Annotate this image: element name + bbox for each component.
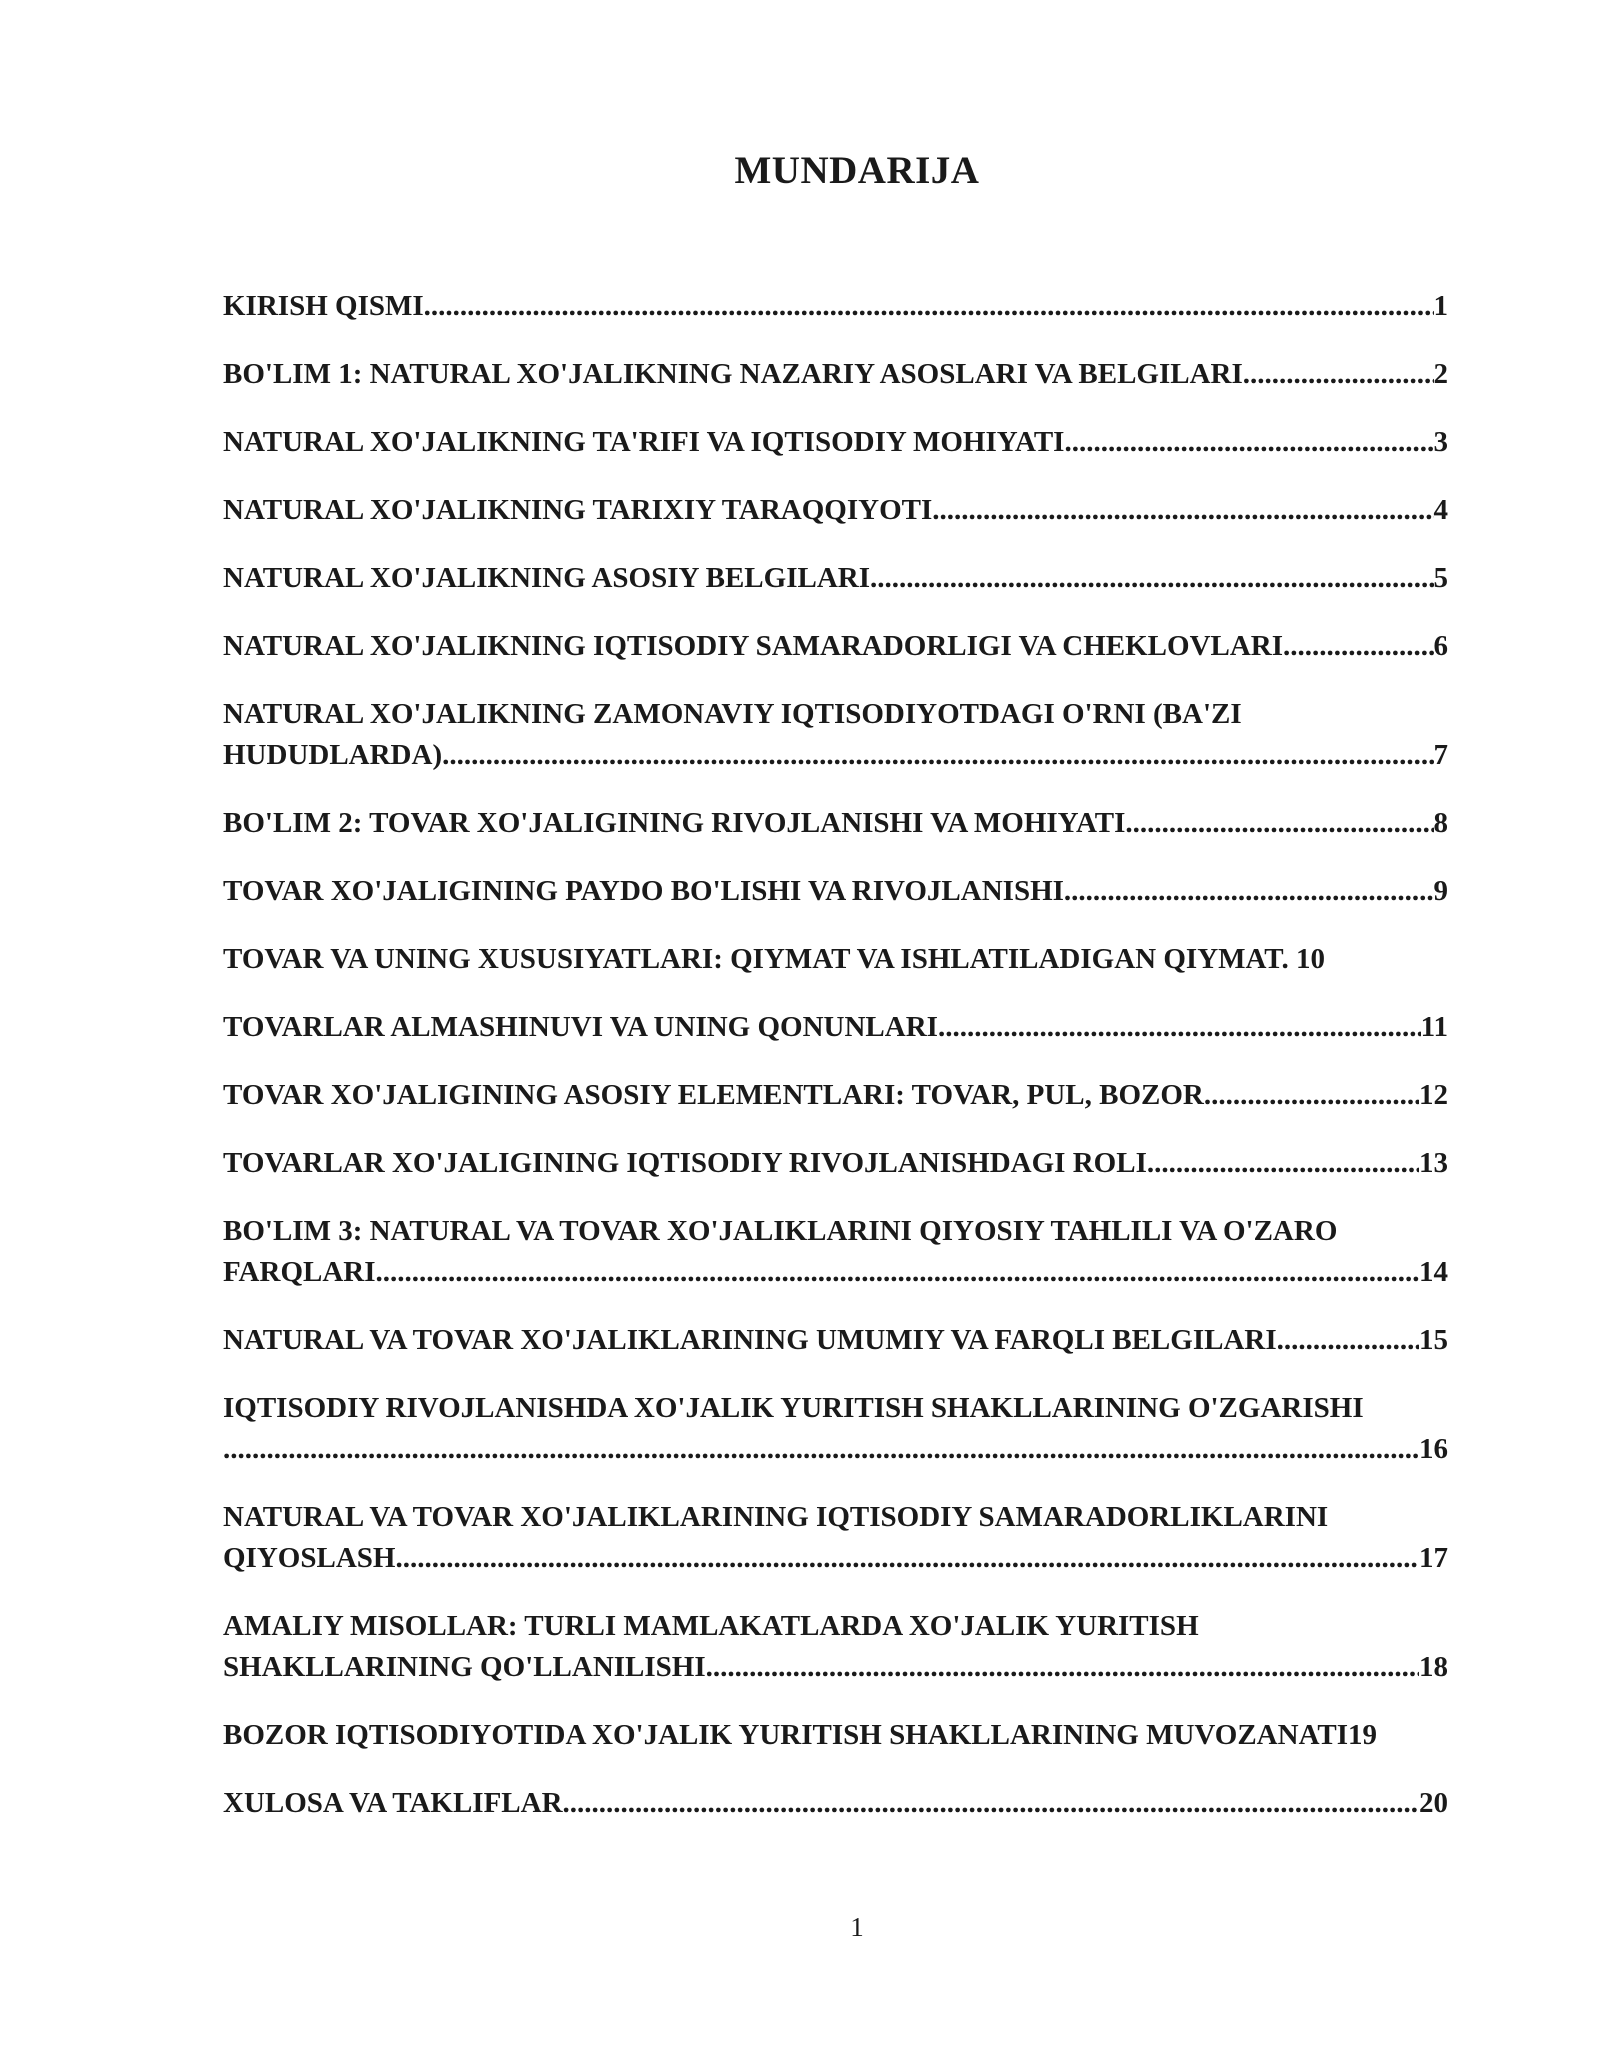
toc-entry-title-line1: NATURAL XO'JALIKNING ZAMONAVIY IQTISODIYOTDAGI O'RNI (BA'ZI <box>223 698 1242 730</box>
toc-entry-title: KIRISH QISMI <box>223 290 424 322</box>
toc-entry-page: 17 <box>1419 1542 1448 1574</box>
toc-entry[interactable] <box>223 1007 1448 1048</box>
dot-leader <box>1243 354 1434 395</box>
dot-leader <box>1125 803 1433 844</box>
toc-entry[interactable] <box>223 354 1448 395</box>
toc-entry[interactable] <box>223 694 1448 776</box>
toc-entry[interactable] <box>223 1211 1448 1293</box>
toc-entry[interactable] <box>223 626 1448 667</box>
toc-entry-page: 20 <box>1419 1787 1448 1819</box>
dot-leader <box>1283 626 1433 667</box>
toc-entry-title-line1: NATURAL VA TOVAR XO'JALIKLARINING IQTISODIY SAMARADORLIKLARINI <box>223 1501 1329 1533</box>
toc-entry-page: 13 <box>1419 1147 1448 1179</box>
dot-leader <box>706 1647 1419 1688</box>
toc-entry-page: 6 <box>1433 630 1448 662</box>
toc-entry[interactable] <box>223 422 1448 463</box>
toc-entry[interactable] <box>223 490 1448 531</box>
dot-leader <box>442 735 1433 776</box>
toc-entry[interactable] <box>223 1143 1448 1184</box>
toc-entry[interactable] <box>223 1075 1448 1116</box>
table-of-contents <box>223 286 1448 1851</box>
toc-entry-title-line2: SHAKLLARINING QO'LLANILISHI <box>223 1651 706 1683</box>
toc-entry-page: 10 <box>1296 943 1325 975</box>
toc-entry-title-line1: BO'LIM 3: NATURAL VA TOVAR XO'JALIKLARINI QIYOSIY TAHLILI VA O'ZARO <box>223 1215 1338 1247</box>
toc-entry-title: TOVAR XO'JALIGINING ASOSIY ELEMENTLARI: TOVAR, PUL, BOZOR <box>223 1079 1204 1111</box>
page-title: MUNDARIJA <box>734 149 980 192</box>
toc-entry[interactable] <box>223 1606 1448 1688</box>
toc-entry-page: 16 <box>1419 1433 1448 1465</box>
toc-entry-title: TOVAR VA UNING XUSUSIYATLARI: QIYMAT VA ISHLATILADIGAN QIYMAT. <box>223 943 1289 975</box>
dot-leader <box>563 1783 1419 1824</box>
toc-entry-title: BO'LIM 1: NATURAL XO'JALIKNING NAZARIY ASOSLARI VA BELGILARI <box>223 358 1243 390</box>
toc-entry-title: BO'LIM 2: TOVAR XO'JALIGINING RIVOJLANISHI VA MOHIYATI <box>223 807 1126 839</box>
dot-leader <box>1204 1075 1419 1116</box>
toc-entry-page: 11 <box>1420 1011 1448 1043</box>
toc-entry[interactable] <box>223 1715 1448 1756</box>
toc-entry[interactable] <box>223 1320 1448 1361</box>
toc-entry[interactable] <box>223 871 1448 912</box>
toc-entry-page: 18 <box>1419 1651 1448 1683</box>
toc-entry-page: 19 <box>1347 1719 1377 1751</box>
toc-entry-page: 7 <box>1433 739 1448 771</box>
toc-entry-title: NATURAL XO'JALIKNING TA'RIFI VA IQTISODIY MOHIYATI <box>223 426 1065 458</box>
toc-entry-title: NATURAL XO'JALIKNING ASOSIY BELGILARI <box>223 562 871 594</box>
toc-entry-title: TOVARLAR ALMASHINUVI VA UNING QONUNLARI <box>223 1011 938 1043</box>
dot-leader <box>424 286 1434 327</box>
toc-entry-title: TOVAR XO'JALIGINING PAYDO BO'LISHI VA RIVOJLANISHI <box>223 875 1064 907</box>
dot-leader <box>376 1252 1419 1293</box>
toc-entry[interactable] <box>223 939 1448 980</box>
toc-entry-page: 5 <box>1433 562 1448 594</box>
page-number: 1 <box>850 1912 864 1942</box>
toc-entry-title: NATURAL VA TOVAR XO'JALIKLARINING UMUMIY VA FARQLI BELGILARI <box>223 1324 1277 1356</box>
toc-entry-title: NATURAL XO'JALIKNING IQTISODIY SAMARADORLIGI VA CHEKLOVLARI <box>223 630 1284 662</box>
toc-entry-page: 12 <box>1419 1079 1448 1111</box>
toc-entry-title: XULOSA VA TAKLIFLAR <box>223 1787 563 1819</box>
toc-entry-page: 4 <box>1433 494 1448 526</box>
toc-entry-title: BOZOR IQTISODIYOTIDA XO'JALIK YURITISH SHAKLLARINING MUVOZANATI <box>223 1719 1348 1751</box>
toc-entry-page: 1 <box>1433 290 1448 322</box>
dot-leader <box>223 1429 1419 1470</box>
toc-entry-title-line1: IQTISODIY RIVOJLANISHDA XO'JALIK YURITISH SHAKLLARINING O'ZGARISHI <box>223 1392 1364 1424</box>
dot-leader <box>1147 1143 1419 1184</box>
dot-leader <box>870 558 1433 599</box>
toc-entry[interactable] <box>223 1783 1448 1824</box>
toc-entry-page: 9 <box>1433 875 1448 907</box>
toc-entry[interactable] <box>223 558 1448 599</box>
toc-entry-title-line1: AMALIY MISOLLAR: TURLI MAMLAKATLARDA XO'JALIK YURITISH <box>223 1610 1199 1642</box>
dot-leader <box>932 490 1433 531</box>
toc-entry-page: 8 <box>1433 807 1448 839</box>
toc-entry-page: 2 <box>1433 358 1448 390</box>
dot-leader <box>1064 422 1433 463</box>
toc-entry-title-line2: HUDUDLARDA) <box>223 739 443 771</box>
toc-entry-title: TOVARLAR XO'JALIGINING IQTISODIY RIVOJLANISHDAGI ROLI <box>223 1147 1147 1179</box>
dot-leader <box>1277 1320 1419 1361</box>
toc-entry-page: 14 <box>1419 1256 1448 1288</box>
toc-entry-page: 15 <box>1419 1324 1448 1356</box>
toc-entry[interactable] <box>223 1497 1448 1579</box>
toc-entry[interactable] <box>223 803 1448 844</box>
toc-entry-page: 3 <box>1433 426 1448 458</box>
toc-entry-title: NATURAL XO'JALIKNING TARIXIY TARAQQIYOTI <box>223 494 933 526</box>
toc-entry-title-line2: FARQLARI <box>223 1256 376 1288</box>
toc-entry-title-line2: QIYOSLASH <box>223 1542 396 1574</box>
toc-entry[interactable] <box>223 286 1448 327</box>
dot-leader <box>1064 871 1434 912</box>
dot-leader <box>395 1538 1419 1579</box>
dot-leader <box>938 1007 1421 1048</box>
toc-entry[interactable] <box>223 1388 1448 1470</box>
